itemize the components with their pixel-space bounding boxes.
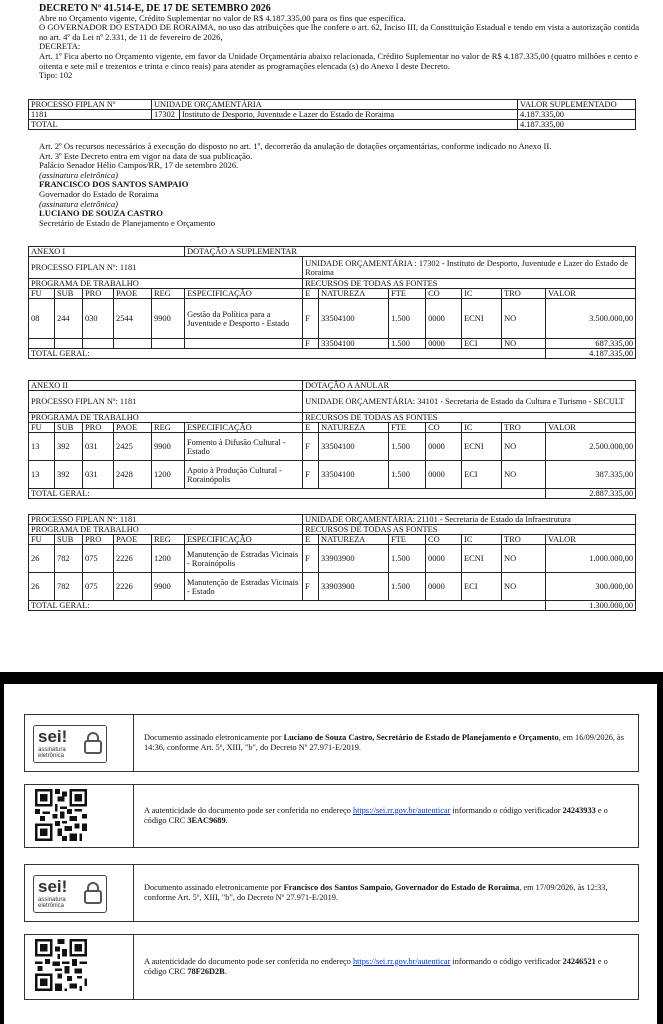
cell-fu: 26 (29, 573, 55, 601)
sei-signature-block-2 (24, 864, 639, 922)
cell-valor: 3.500.000,00 (546, 299, 636, 339)
decree-decreta: DECRETA: (39, 41, 81, 52)
auth2-pre: A autenticidade do documento pode ser conferida no endereço (144, 957, 353, 966)
col-reg: REG (152, 423, 185, 433)
col-esp: ESPECIFICAÇÃO (185, 535, 303, 545)
cell-co: 0000 (426, 433, 462, 461)
decree-art3: Art. 3º Este Decreto entra em vigor na data de sua publicação. (39, 150, 253, 161)
col-e: E (303, 289, 319, 299)
col-sub: SUB (55, 289, 83, 299)
decree-art1: Art. 1º Fica aberto no Orçamento vigente, em favor da Unidade Orçamentária abaixo relacionada, Crédito Suplementar no valor de R$ 4.187.335,00 (quatro milhões e cento e oitenta e sete mil e trezentos e trinta e cinco reais) para atender as programações elencada (s) do Anexo I deste Decreto. (39, 50, 639, 71)
annex3-uo: UNIDADE ORÇAMENTÁRIA: 21101 - Secretaria de Estado da Infraestrutura (303, 515, 636, 525)
cell-pro: 031 (83, 461, 114, 489)
col-nat: NATUREZA (319, 423, 389, 433)
table-row (29, 573, 636, 601)
cell-fte: 1.500 (389, 461, 426, 489)
cell-e: F (303, 339, 319, 349)
cell-tro: NO (502, 461, 546, 489)
qr-cell (25, 785, 134, 847)
cell-reg: 1200 (152, 545, 185, 573)
cell-co: 0000 (426, 461, 462, 489)
cell-esp: Manutenção de Estradas Vicinais - Rorainópolis (185, 545, 303, 573)
annex3-col-headers (29, 535, 636, 545)
document-page-2 (4, 684, 657, 1024)
sig2-post: , em 17/09/2026, às 12:33, conforme Art. 5º, XIII, "b", do Decreto Nº 27.971-E/2019. (144, 883, 608, 902)
decree-header (39, 4, 649, 81)
cell-sub: 244 (55, 299, 83, 339)
lock-icon (84, 882, 102, 904)
cell-pro: 030 (83, 299, 114, 339)
cell-tro: NO (502, 433, 546, 461)
table-row (29, 545, 636, 573)
annex2-label: ANEXO II (29, 381, 303, 391)
sei-logo-text: sei! (38, 727, 68, 746)
cell-tro: NO (502, 299, 546, 339)
auth1-period: . (225, 816, 228, 825)
col-paoe: PAOE (114, 289, 152, 299)
sig2-pre: Documento assinado eletronicamente por (144, 883, 284, 892)
annex1-title: DOTAÇÃO A SUPLEMENTAR (185, 247, 636, 257)
annex2-rec-label: RECURSOS DE TODAS AS FONTES (303, 413, 636, 423)
sei-logo (33, 725, 107, 763)
col-pro: PRO (83, 423, 114, 433)
sei-signature-text-2 (138, 865, 638, 921)
cell-co: 0000 (426, 573, 462, 601)
decree-art2: Art. 2º Os recursos necessários à execução do disposto no art. 1º, decorrerão da anulação de dotações orçamentárias, conforme indicado no Anexo II. (39, 141, 552, 151)
col-sub: SUB (55, 423, 83, 433)
cell-e: F (303, 433, 319, 461)
sei-logo-sub: assinatura eletrônica (38, 747, 66, 759)
auth1-crc-pre: e o código CRC (144, 806, 608, 825)
annex1-process: PROCESSO FIPLAN Nº: 1181 (29, 257, 303, 279)
annex2-total-label: TOTAL GERAL: (29, 489, 546, 499)
col-fu: FU (29, 289, 55, 299)
cell-esp (185, 339, 303, 349)
col-pro: PRO (83, 289, 114, 299)
cell-sub (55, 339, 83, 349)
sig1-name: Luciano de Souza Castro, Secretário de Estado de Planejamento e Orçamento (283, 733, 559, 742)
signer-role-2: Secretário de Estado de Planejamento e Orçamento (39, 217, 216, 228)
summary-header-value: VALOR SUPLEMENTADO (518, 100, 636, 110)
cell-paoe: 2428 (114, 461, 152, 489)
signer-role-1: Governador do Estado de Roraima (39, 188, 159, 199)
cell-nat: 33903900 (319, 545, 389, 573)
cell-sub: 782 (55, 545, 83, 573)
sei-seal-cell (25, 715, 134, 771)
cell-fu: 08 (29, 299, 55, 339)
col-fu: FU (29, 535, 55, 545)
annex1-prog-label: PROGRAMA DE TRABALHO (29, 279, 303, 289)
cell-co: 0000 (426, 545, 462, 573)
cell-reg: 9900 (152, 573, 185, 601)
cell-valor: 1.000.000,00 (546, 545, 636, 573)
annex1-table (28, 246, 636, 359)
cell-co: 0000 (426, 299, 462, 339)
auth2-crc: 78F26D2B (187, 967, 225, 976)
cell-sub: 782 (55, 573, 83, 601)
cell-e: F (303, 299, 319, 339)
cell-valor: 2.500.000,00 (546, 433, 636, 461)
cell-fu: 13 (29, 433, 55, 461)
cell-valor: 687.335,00 (546, 339, 636, 349)
auth1-crc: 3EAC9689 (187, 816, 226, 825)
cell-e: F (303, 545, 319, 573)
cell-paoe (114, 339, 152, 349)
col-reg: REG (152, 535, 185, 545)
cell-ic: ECNI (462, 299, 502, 339)
lock-icon (84, 732, 102, 754)
annex2-uo: UNIDADE ORÇAMENTÁRIA: 34101 - Secretaria de Estado da Cultura e Turismo - SECULT (303, 391, 636, 413)
sig2-name: Francisco dos Santos Sampaio, Governador do Estado de Roraima (283, 883, 520, 892)
col-nat: NATUREZA (319, 289, 389, 299)
col-pro: PRO (83, 535, 114, 545)
col-esp: ESPECIFICAÇÃO (185, 289, 303, 299)
sei-auth-block-1 (24, 784, 639, 848)
annex3-total-value: 1.300.000,00 (546, 601, 636, 611)
sei-signature-block-1 (24, 714, 639, 772)
sig1-pre: Documento assinado eletronicamente por (144, 733, 284, 742)
summary-uo-name: Instituto de Desporto, Juventude e Lazer do Estado de Roraima (180, 110, 518, 120)
cell-tro: NO (502, 339, 546, 349)
auth2-period: . (224, 967, 227, 976)
col-tro: TRO (502, 289, 546, 299)
auth2-crc-pre: e o código CRC (144, 957, 608, 976)
summary-total-label: TOTAL (29, 120, 518, 130)
cell-paoe: 2226 (114, 545, 152, 573)
cell-reg: 9900 (152, 299, 185, 339)
col-reg: REG (152, 289, 185, 299)
col-paoe: PAOE (114, 423, 152, 433)
col-esp: ESPECIFICAÇÃO (185, 423, 303, 433)
table-row (29, 461, 636, 489)
annex2-prog-label: PROGRAMA DE TRABALHO (29, 413, 303, 423)
cell-paoe: 2425 (114, 433, 152, 461)
sei-auth-block-2 (24, 934, 639, 1000)
qr-cell (25, 935, 134, 999)
cell-ic: ECNI (462, 433, 502, 461)
col-e: E (303, 423, 319, 433)
annex1-label: ANEXO I (29, 247, 185, 257)
cell-nat: 33504100 (319, 461, 389, 489)
cell-tro: NO (502, 573, 546, 601)
annex2-table (28, 380, 636, 499)
cell-pro (83, 339, 114, 349)
cell-sub: 392 (55, 461, 83, 489)
sei-logo-text: sei! (38, 877, 68, 896)
cell-fte: 1.500 (389, 573, 426, 601)
sei-seal-cell (25, 865, 134, 921)
summary-process: 1181 (29, 110, 152, 120)
cell-fu: 26 (29, 545, 55, 573)
cell-fte: 1.500 (389, 299, 426, 339)
cell-esp: Apoio à Produção Cultural - Rorainópolis (185, 461, 303, 489)
cell-e: F (303, 461, 319, 489)
cell-pro: 031 (83, 433, 114, 461)
annex1-uo: UNIDADE ORÇAMENTÁRIA : 17302 - Instituto de Desporto, Juventude e Lazer do Estado de Roraima (303, 257, 636, 279)
sei-signature-text-1 (138, 715, 638, 771)
col-ic: IC (462, 423, 502, 433)
annex3-process: PROCESSO FIPLAN Nº: 1181 (29, 515, 303, 525)
decree-preamble: O GOVERNADOR DO ESTADO DE RORAIMA, no uso das atribuições que lhe confere o art. 62, Inciso III, da Constituição Estadual e tendo em vista a autorização contida no art. 4º da Lei nº 2.331, de 11 de fevereiro de 2026, (39, 22, 640, 42)
col-ic: IC (462, 289, 502, 299)
summary-total-value: 4.187.335,00 (518, 120, 636, 130)
col-tro: TRO (502, 535, 546, 545)
cell-fu (29, 339, 55, 349)
cell-esp: Manutenção de Estradas Vicinais - Estado (185, 573, 303, 601)
summary-uo-code: 17302 (152, 110, 180, 120)
decree-tipo: Tipo: 102 (39, 70, 73, 81)
cell-nat: 33504100 (319, 339, 389, 349)
cell-e: F (303, 573, 319, 601)
cell-fte: 1.500 (389, 545, 426, 573)
cell-reg (152, 339, 185, 349)
col-e: E (303, 535, 319, 545)
annex1-total-label: TOTAL GERAL: (29, 349, 546, 359)
col-sub: SUB (55, 535, 83, 545)
col-fte: FTE (389, 289, 426, 299)
auth2-code: 24246521 (562, 957, 596, 966)
cell-fu: 13 (29, 461, 55, 489)
auth1-code: 24243933 (562, 806, 596, 815)
decree-title: DECRETO Nº 41.514-E, DE 17 DE SETEMBRO 2026 (39, 3, 271, 14)
col-fu: FU (29, 423, 55, 433)
summary-value: 4.187.335,00 (518, 110, 636, 120)
annex2-title: DOTAÇÃO A ANULAR (303, 381, 636, 391)
table-row (29, 299, 636, 339)
cell-nat: 33504100 (319, 433, 389, 461)
signature-note-2: (assinatura eletrônica) (39, 198, 119, 209)
sei-logo-sub: assinatura eletrônica (38, 897, 66, 909)
col-ic: IC (462, 535, 502, 545)
col-co: CO (426, 535, 462, 545)
col-co: CO (426, 289, 462, 299)
cell-pro: 075 (83, 573, 114, 601)
signature-note-1: (assinatura eletrônica) (39, 169, 119, 180)
cell-co: 0000 (426, 339, 462, 349)
cell-ic: ECI (462, 339, 502, 349)
sei-auth-text-1 (138, 785, 638, 847)
qr-code-icon (35, 789, 87, 841)
signer-name-1: FRANCISCO DOS SANTOS SAMPAIO (39, 179, 189, 190)
annex3-prog-label: PROGRAMA DE TRABALHO (29, 525, 303, 535)
table-row (29, 433, 636, 461)
summary-header-uo: UNIDADE ORÇAMENTÁRIA (152, 100, 518, 110)
cell-reg: 1200 (152, 461, 185, 489)
decree-palacio: Palácio Senador Hélio Campos/RR, 17 de setembro 2026. (39, 160, 239, 171)
col-tro: TRO (502, 423, 546, 433)
col-paoe: PAOE (114, 535, 152, 545)
cell-ic: ECI (462, 573, 502, 601)
auth2-mid: informando o código verificador (450, 957, 563, 966)
auth2-link[interactable]: https://sei.rr.gov.br/autenticar (352, 957, 451, 966)
cell-fte: 1.500 (389, 339, 426, 349)
cell-pro: 075 (83, 545, 114, 573)
col-fte: FTE (389, 423, 426, 433)
cell-paoe: 2544 (114, 299, 152, 339)
summary-header-process: PROCESSO FIPLAN Nº (29, 100, 152, 110)
annex1-col-headers (29, 289, 636, 299)
cell-nat: 33504100 (319, 299, 389, 339)
cell-paoe: 2226 (114, 573, 152, 601)
cell-tro: NO (502, 545, 546, 573)
annex2-col-headers (29, 423, 636, 433)
annex2-process: PROCESSO FIPLAN Nº: 1181 (29, 391, 303, 413)
annex3-table (28, 514, 636, 611)
signer-name-2: LUCIANO DE SOUZA CASTRO (39, 208, 163, 219)
auth1-pre: A autenticidade do documento pode ser conferida no endereço (144, 806, 353, 815)
summary-table (28, 99, 636, 130)
sig1-post: , em 16/09/2026, às 14:36, conforme Art. 5º, XIII, "b", do Decreto Nº 27.971-E/2019. (144, 733, 624, 752)
annex1-rec-label: RECURSOS DE TODAS AS FONTES (303, 279, 636, 289)
col-valor: VALOR (546, 423, 636, 433)
col-valor: VALOR (546, 535, 636, 545)
annex3-total-label: TOTAL GERAL: (29, 601, 546, 611)
cell-sub: 392 (55, 433, 83, 461)
articles-and-signers (39, 142, 639, 228)
annex3-rec-label: RECURSOS DE TODAS AS FONTES (303, 525, 636, 535)
col-valor: VALOR (546, 289, 636, 299)
sei-auth-text-2 (138, 935, 638, 999)
auth1-link[interactable]: https://sei.rr.gov.br/autenticar (352, 806, 451, 815)
cell-esp: Fomento à Difusão Cultural - Estado (185, 433, 303, 461)
annex1-total-value: 4.187.335,00 (546, 349, 636, 359)
cell-valor: 300.000,00 (546, 573, 636, 601)
cell-fte: 1.500 (389, 433, 426, 461)
decree-summary: Abre no Orçamento vigente, Crédito Suplementar no valor de R$ 4.187.335,00 para os fins que especifica. (39, 12, 406, 23)
auth1-mid: informando o código verificador (450, 806, 563, 815)
col-nat: NATUREZA (319, 535, 389, 545)
col-co: CO (426, 423, 462, 433)
cell-nat: 33903900 (319, 573, 389, 601)
cell-esp: Gestão da Política para a Juventude e Desporto - Estado (185, 299, 303, 339)
table-row (29, 339, 636, 349)
cell-ic: ECNI (462, 545, 502, 573)
qr-code-icon (35, 939, 87, 991)
sei-logo (33, 875, 107, 913)
cell-reg: 9900 (152, 433, 185, 461)
cell-valor: 387.335,00 (546, 461, 636, 489)
cell-ic: ECI (462, 461, 502, 489)
col-fte: FTE (389, 535, 426, 545)
annex2-total-value: 2.887.335,00 (546, 489, 636, 499)
